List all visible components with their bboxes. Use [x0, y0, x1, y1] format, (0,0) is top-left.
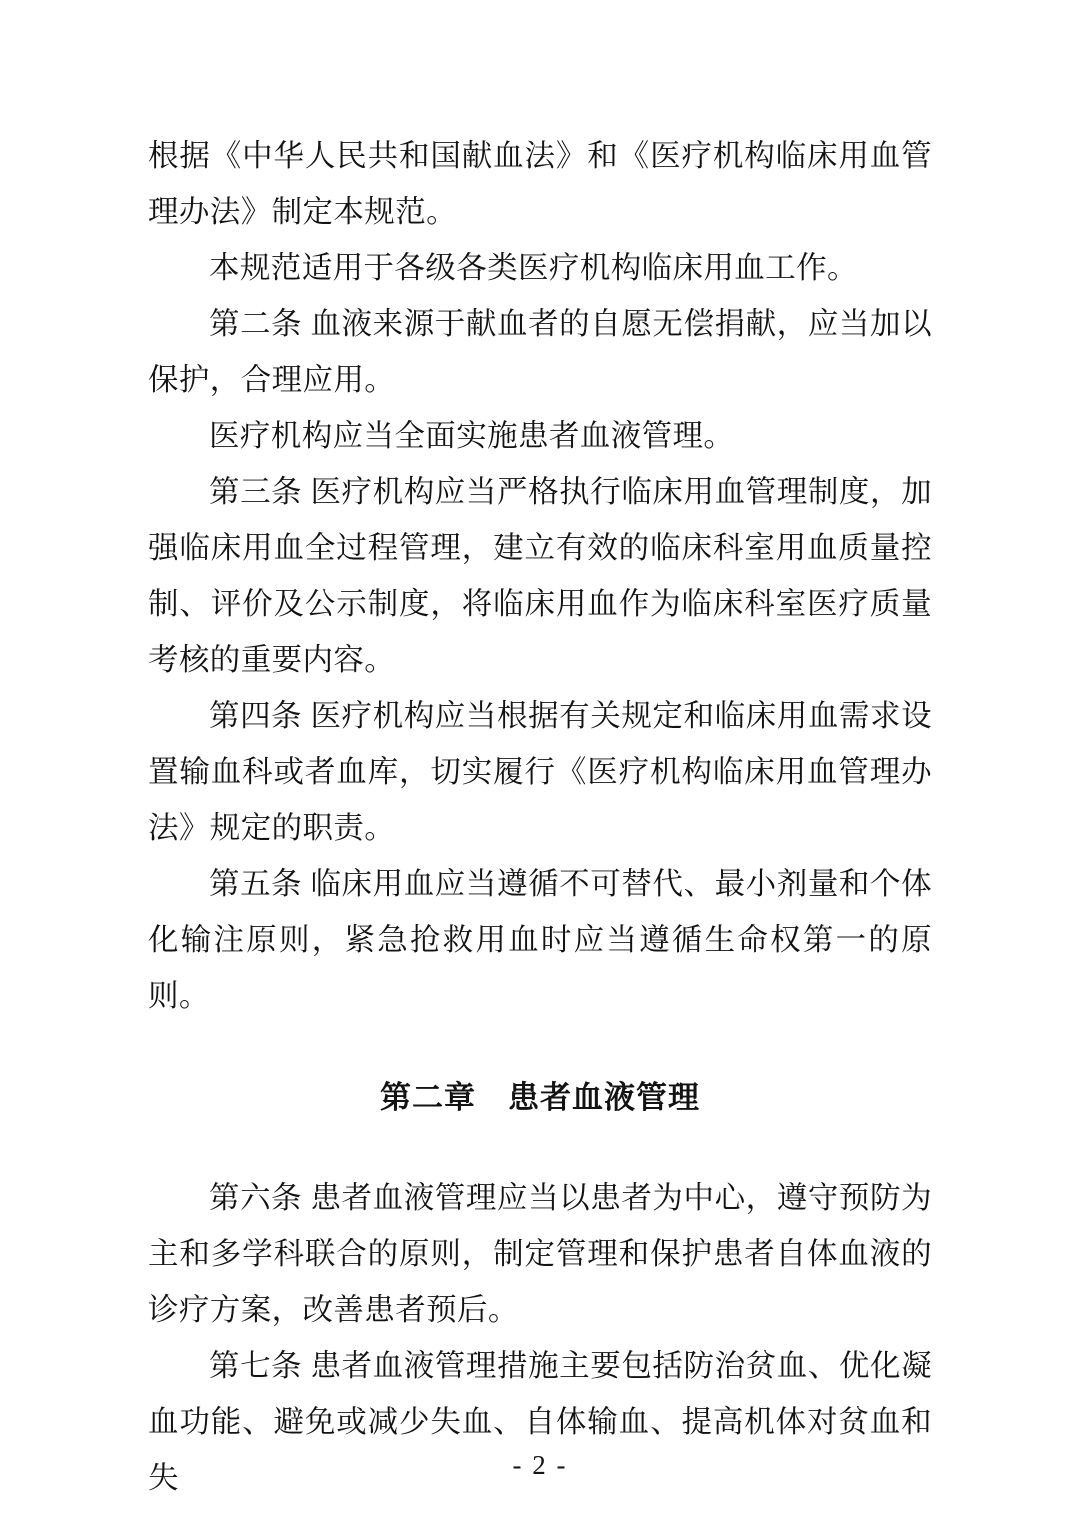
paragraph-article-2: 第二条 血液来源于献血者的自愿无偿捐献，应当加以保护，合理应用。	[148, 307, 932, 397]
document-body	[148, 128, 932, 1506]
paragraph-article-5: 第五条 临床用血应当遵循不可替代、最小剂量和个体化输注原则，紧急抢救用血时应当遵循生命权第一的原则。	[148, 867, 932, 1013]
paragraph-basis: 根据《中华人民共和国献血法》和《医疗机构临床用血管理办法》制定本规范。	[148, 139, 932, 229]
paragraph-article-2-sub: 医疗机构应当全面实施患者血液管理。	[209, 419, 735, 453]
paragraph-article-6: 第六条 患者血液管理应当以患者为中心，遵守预防为主和多学科联合的原则，制定管理和保护患者自体血液的诊疗方案，改善患者预后。	[148, 1181, 932, 1327]
chapter-heading: 第二章 患者血液管理	[380, 1080, 700, 1115]
spacer-after-chapter-heading	[148, 1126, 932, 1170]
paragraph-article-7: 第七条 患者血液管理措施主要包括防治贫血、优化凝血功能、避免或减少失血、自体输血、提高机体对贫血和失	[148, 1349, 932, 1495]
paragraph-article-3: 第三条 医疗机构应当严格执行临床用血管理制度，加强临床用血全过程管理，建立有效的临床科室用血质量控制、评价及公示制度，将临床用血作为临床科室医疗质量考核的重要内容。	[148, 475, 932, 677]
page-number: - 2 -	[512, 1450, 568, 1480]
paragraph-article-4: 第四条 医疗机构应当根据有关规定和临床用血需求设置输血科或者血库，切实履行《医疗机构临床用血管理办法》规定的职责。	[148, 699, 932, 845]
spacer-before-chapter-heading	[148, 1024, 932, 1070]
paragraph-scope: 本规范适用于各级各类医疗机构临床用血工作。	[209, 251, 858, 285]
